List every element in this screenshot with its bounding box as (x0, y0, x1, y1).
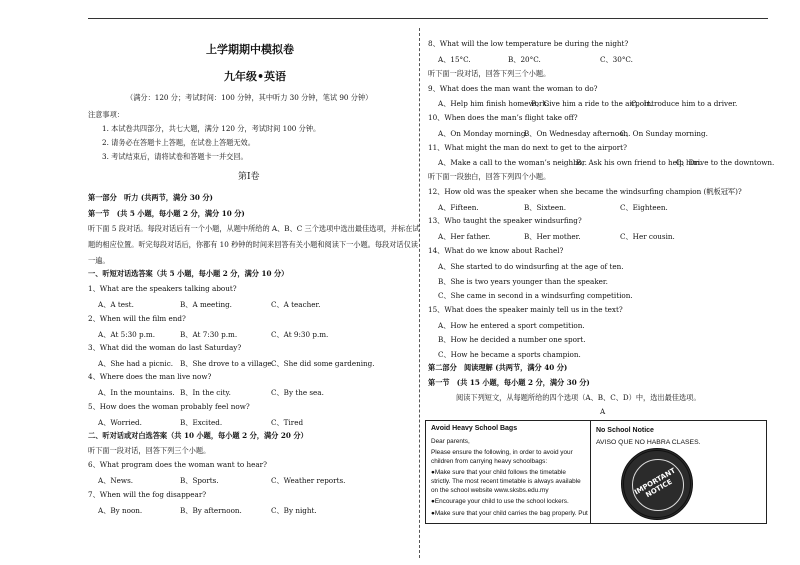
option-b[interactable]: B、How he decided a number one sport. (438, 335, 586, 344)
question-text: 8、What will the low temperature be during the night? (428, 39, 629, 48)
option-c[interactable]: C、Eighteen. (620, 203, 668, 212)
subhead-short-dialogues: 一、听短对话选答案（共 5 小题，每小题 2 分，满分 10 分） (88, 269, 289, 278)
notice-line: Please ensure the following, in order to avoid your (431, 449, 573, 456)
note-item: 2. 请务必在答题卡上答题，在试卷上答题无效。 (102, 138, 255, 147)
section1-heading: 第一节 (共 5 小题，每小题 2 分，满分 10 分) (88, 209, 245, 218)
part1-heading: 第一部分 听力 (共两节，满分 30 分) (88, 193, 213, 202)
listen-instruction: 听下面一段独白，回答下列四个小题。 (428, 172, 551, 181)
question-text: 11、What might the man do next to get to the airport? (428, 143, 627, 152)
notes-heading: 注意事项： (88, 110, 124, 119)
option-b[interactable]: B、She is two years younger than the speaker. (438, 277, 608, 286)
top-rule (88, 18, 768, 19)
option-c[interactable]: C、She came in second in a windsurfing competition. (438, 291, 633, 300)
volume-heading: 第Ⅰ卷 (238, 172, 260, 182)
notice-line: on the school website www.sksbs.edu.my (431, 487, 549, 494)
option-a[interactable]: A、On Monday morning. (438, 129, 528, 138)
page-subtitle: 九年级•英语 (224, 70, 287, 83)
option-c[interactable]: C、How he became a sports champion. (438, 350, 581, 359)
option-a[interactable]: A、Her father. (438, 232, 491, 241)
option-b[interactable]: B、Sports. (180, 476, 219, 485)
page-title: 上学期期中模拟卷 (206, 43, 294, 56)
notice-no-school-cell (591, 421, 766, 523)
note-item: 3. 考试结束后，请将试卷和答题卡一并交回。 (102, 152, 248, 161)
option-a[interactable]: A、By noon. (98, 506, 143, 515)
option-b[interactable]: B、A meeting. (180, 300, 232, 309)
notice-no-school-title: No School Notice (596, 427, 654, 434)
reading-section-heading: 第一节 (共 15 小题，每小题 2 分，满分 30 分) (428, 378, 590, 387)
question-text: 5、How does the woman probably feel now? (88, 402, 250, 411)
part2-heading: 第二部分 阅读理解 (共两节，满分 40 分) (428, 363, 568, 372)
notice-line: strictly. The most recent timetable is always available (431, 478, 581, 485)
option-a[interactable]: A、News. (98, 476, 134, 485)
notice-line: ●Encourage your child to use the school lockers. (431, 498, 569, 505)
question-text: 14、What do we know about Rachel? (428, 246, 564, 255)
listen-instruction: 听下面一段对话，回答下列三个小题。 (88, 446, 211, 455)
option-a[interactable]: A、Help him finish homework. (438, 99, 550, 108)
question-text: 10、When does the man’s flight take off? (428, 113, 578, 122)
option-c[interactable]: C、At 9:30 p.m. (271, 330, 329, 339)
notice-line: ●Make sure that your child follows the timetable (431, 469, 566, 476)
question-text: 12、How old was the speaker when she became the windsurfing champion (帆板冠军)? (428, 187, 742, 196)
passage-letter: A (600, 407, 606, 416)
option-c[interactable]: C、By night. (271, 506, 317, 515)
notice-bags-title: Avoid Heavy School Bags (431, 425, 518, 432)
option-b[interactable]: B、Sixteen. (524, 203, 567, 212)
notice-bags-cell (426, 421, 591, 523)
option-b[interactable]: B、At 7:30 p.m. (180, 330, 238, 339)
question-text: 9、What does the man want the woman to do? (428, 84, 598, 93)
question-text: 2、When will the film end? (88, 314, 186, 323)
notice-line: ●Make sure that your child carries the bag properly. Put (431, 510, 588, 517)
option-b[interactable]: B、By afternoon. (180, 506, 242, 515)
option-a[interactable]: A、She started to do windsurfing at the age of ten. (438, 262, 624, 271)
option-a[interactable]: A、She had a picnic. (98, 359, 174, 368)
question-text: 13、Who taught the speaker windsurfing? (428, 216, 582, 225)
instruction-line: 题的相应位置。听完每段对话后，你都有 10 秒钟的时间来回答有关小题和阅读下一小题。每段对话仅读 (88, 240, 418, 249)
exam-meta: （满分：120 分；考试时间：100 分钟，其中听力 30 分钟，笔试 90 分钟） (126, 93, 373, 102)
option-c[interactable]: C、On Sunday morning. (620, 129, 708, 138)
question-text: 6、What program does the woman want to hear? (88, 460, 267, 469)
reading-instruction: 阅读下列短文，从每题所给的四个选项（A、B、C、D）中，选出最佳选项。 (456, 393, 701, 402)
option-c[interactable]: C、30°C. (600, 55, 633, 64)
notice-no-school-line: AVISO QUE NO HABRA CLASES. (596, 439, 701, 446)
option-b[interactable]: B、Give him a ride to the airport. (531, 99, 653, 108)
option-b[interactable]: B、Ask his own friend to help him. (576, 158, 703, 167)
option-c[interactable]: C、Her cousin. (620, 232, 675, 241)
option-a[interactable]: A、Worried. (98, 418, 142, 427)
option-c[interactable]: C、Introduce him to a driver. (631, 99, 738, 108)
option-b[interactable]: B、Excited. (180, 418, 223, 427)
note-item: 1. 本试卷共四部分，共七大题，满分 120 分，考试时间 100 分钟。 (102, 124, 321, 133)
listen-instruction: 听下面一段对话，回答下列三个小题。 (428, 69, 551, 78)
question-text: 4、Where does the man live now? (88, 372, 212, 381)
notice-table (425, 420, 767, 524)
option-c[interactable]: C、Weather reports. (271, 476, 346, 485)
option-c[interactable]: C、She did some gardening. (271, 359, 375, 368)
option-c[interactable]: C、Drive to the downtown. (676, 158, 775, 167)
option-a[interactable]: A、A test. (98, 300, 134, 309)
option-b[interactable]: B、20°C. (508, 55, 541, 64)
option-b[interactable]: B、Her mother. (524, 232, 581, 241)
question-text: 3、What did the woman do last Saturday? (88, 343, 242, 352)
option-a[interactable]: A、Fifteen. (438, 203, 479, 212)
option-a[interactable]: A、Make a call to the woman’s neighbor. (438, 158, 587, 167)
instruction-line: 一遍。 (88, 256, 110, 265)
option-a[interactable]: A、At 5:30 p.m. (98, 330, 156, 339)
option-a[interactable]: A、How he entered a sport competition. (438, 321, 585, 330)
notice-line: children from carrying heavy schoolbags: (431, 458, 548, 465)
stamp-text: IMPORTANT NOTICE (633, 466, 677, 500)
question-text: 1、What are the speakers talking about? (88, 284, 237, 293)
option-b[interactable]: B、In the city. (180, 388, 231, 397)
important-notice-stamp (621, 448, 693, 520)
column-divider (419, 28, 420, 558)
option-a[interactable]: A、15°C. (438, 55, 471, 64)
notice-line: Dear parents, (431, 438, 470, 445)
question-text: 7、When will the fog disappear? (88, 490, 207, 499)
option-a[interactable]: A、In the mountains. (98, 388, 175, 397)
question-text: 15、What does the speaker mainly tell us in the text? (428, 305, 623, 314)
option-b[interactable]: B、On Wednesday afternoon. (524, 129, 631, 138)
instruction-line: 听下面 5 段对话。每段对话后有一个小题，从题中所给的 A、B、C 三个选项中选出最佳选项，并标在试 (88, 224, 420, 233)
option-c[interactable]: C、By the sea. (271, 388, 324, 397)
option-b[interactable]: B、She drove to a village. (180, 359, 274, 368)
option-c[interactable]: C、A teacher. (271, 300, 321, 309)
subhead-long-dialogues: 二、听对话或对白选答案（共 10 小题，每小题 2 分，满分 20 分） (88, 431, 308, 440)
option-c[interactable]: C、Tired (271, 418, 304, 427)
